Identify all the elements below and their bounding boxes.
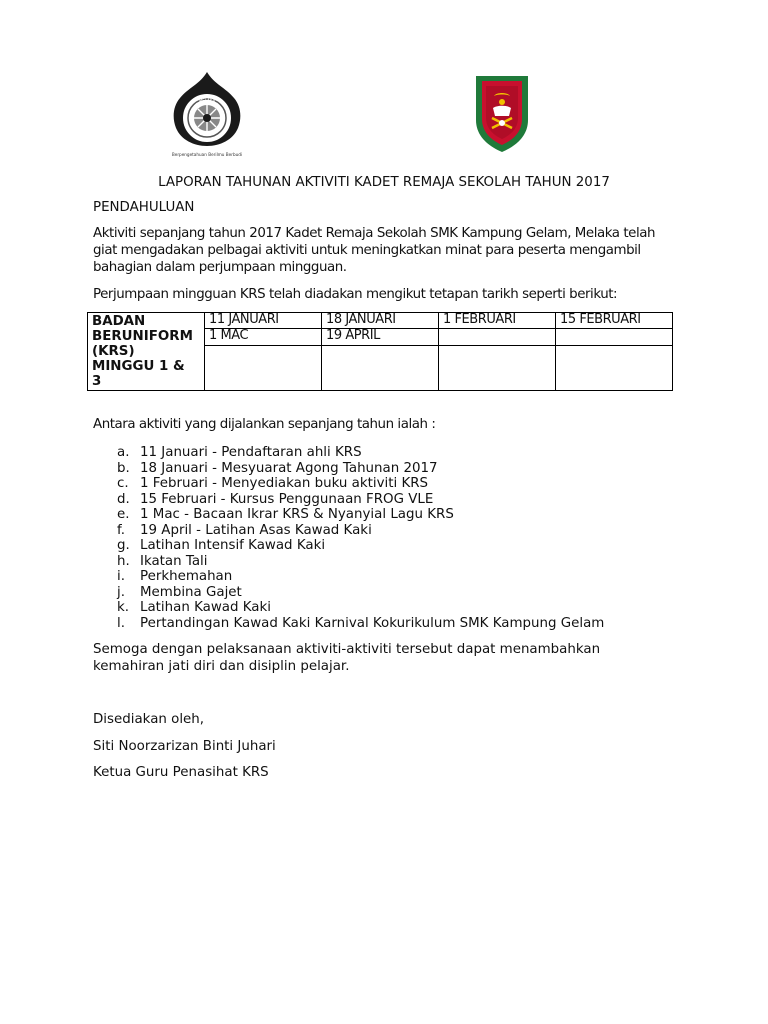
table-cell [556, 329, 673, 345]
schedule-table [87, 312, 673, 391]
document-title: LAPORAN TAHUNAN AKTIVITI KADET REMAJA SEKOLAH TAHUN 2017 [158, 175, 610, 190]
list-item-text: 1 Februari - Menyediakan buku aktiviti KRS [140, 476, 429, 491]
list-item-text: Membina Gajet [140, 584, 242, 600]
list-item-text: Perkhemahan [140, 569, 233, 584]
table-cell: 18 JANUARI [322, 313, 439, 329]
list-marker: k. [117, 600, 130, 615]
list-marker: j. [117, 584, 125, 600]
list-item [117, 538, 604, 554]
table-cell: 19 APRIL [322, 329, 439, 345]
header-line: 3 [92, 374, 102, 389]
list-item [117, 600, 604, 616]
list-item-text: Pertandingan Kawad Kaki Karnival Kokurikulum SMK Kampung Gelam [140, 615, 605, 631]
table-cell: 15 FEBRUARI [556, 313, 673, 329]
table-cell: 1 MAC [205, 329, 322, 345]
table-cell: 11 JANUARI [205, 313, 322, 329]
list-item-text: 1 Mac - Bacaan Ikrar KRS & Nyanyial Lagu KRS [140, 507, 454, 522]
table-cell: 1 FEBRUARI [439, 313, 556, 329]
emblem-top-text: MELAKA [198, 98, 216, 103]
table-cell [205, 345, 322, 390]
krs-shield-logo [472, 72, 532, 154]
activities-intro: Antara aktiviti yang dijalankan sepanjang tahun ialah : [93, 417, 436, 432]
intro-paragraph [93, 226, 655, 277]
activities-list [117, 445, 604, 631]
list-item-text: Ikatan Tali [140, 553, 208, 569]
list-item [117, 554, 604, 570]
list-marker: b. [117, 460, 130, 476]
table-cell [322, 345, 439, 390]
header-line: BERUNIFORM [92, 329, 193, 344]
list-item [117, 616, 604, 632]
list-item-text: Latihan Kawad Kaki [140, 600, 271, 615]
table-cell [556, 345, 673, 390]
school-emblem-logo [170, 70, 244, 166]
table-header-cell [88, 313, 205, 391]
list-item [117, 569, 604, 585]
table-cell [439, 329, 556, 345]
intro-line: giat mengadakan pelbagai aktiviti untuk meningkatkan minat para peserta mengambil [93, 243, 641, 258]
closing-line: kemahiran jati diri dan disiplin pelajar. [93, 659, 350, 674]
emblem-motto: Berpengetahuan Berilmu Berbudi [171, 152, 243, 157]
list-item [117, 492, 604, 508]
list-marker: e. [117, 507, 130, 522]
intro-line: Aktiviti sepanjang tahun 2017 Kadet Remaja Sekolah SMK Kampung Gelam, Melaka telah [93, 226, 656, 241]
list-marker: l. [117, 615, 125, 631]
list-marker: f. [117, 522, 125, 538]
list-item [117, 585, 604, 601]
list-item [117, 507, 604, 523]
list-item [117, 523, 604, 539]
prepared-by-label: Disediakan oleh, [93, 712, 205, 727]
list-item [117, 445, 604, 461]
intro-line: bahagian dalam perjumpaan mingguan. [93, 260, 347, 275]
table-cell [439, 345, 556, 390]
closing-line: Semoga dengan pelaksanaan aktiviti-aktiviti tersebut dapat menambahkan [93, 642, 601, 657]
table-row [88, 313, 673, 329]
list-item-text: 15 Februari - Kursus Penggunaan FROG VLE [140, 491, 434, 507]
list-marker: d. [117, 491, 130, 507]
closing-paragraph [93, 642, 600, 676]
list-marker: h. [117, 553, 130, 569]
header-line: (KRS) [92, 344, 135, 359]
list-item-text: 11 Januari - Pendaftaran ahli KRS [140, 445, 362, 460]
list-item-text: 19 April - Latihan Asas Kawad Kaki [140, 522, 372, 538]
signer-role: Ketua Guru Penasihat KRS [93, 765, 269, 780]
signer-name: Siti Noorzarizan Binti Juhari [93, 739, 276, 754]
list-marker: c. [117, 476, 129, 491]
header-line: BADAN [92, 314, 146, 329]
header-line: MINGGU 1 & [92, 359, 185, 374]
intro-heading: PENDAHULUAN [93, 200, 195, 215]
list-item [117, 461, 604, 477]
list-marker: i. [117, 569, 125, 584]
list-marker: a. [117, 445, 130, 460]
list-item-text: Latihan Intensif Kawad Kaki [140, 538, 326, 553]
list-item-text: 18 Januari - Mesyuarat Agong Tahunan 2017 [140, 460, 438, 476]
schedule-intro: Perjumpaan mingguan KRS telah diadakan mengikut tetapan tarikh seperti berikut: [93, 287, 618, 302]
list-marker: g. [117, 538, 130, 553]
list-item [117, 476, 604, 492]
